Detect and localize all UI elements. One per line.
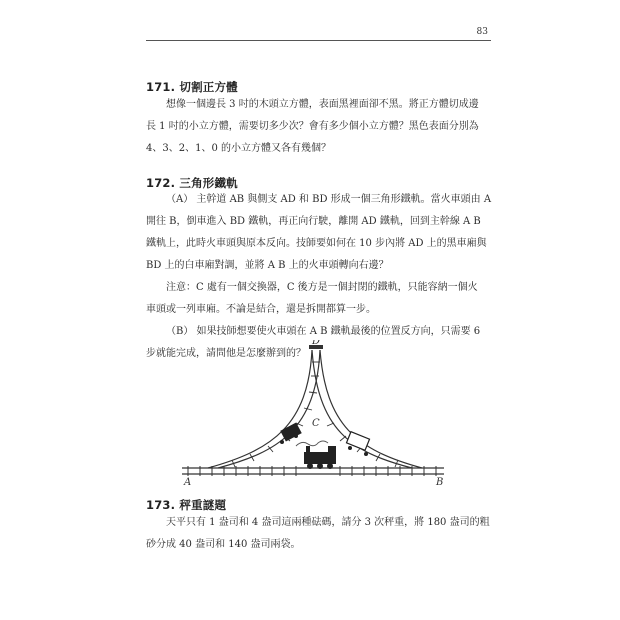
section-171-title: 171. 切割正方體 — [146, 80, 238, 94]
text-line: 開往 B，倒車進入 BD 鐵軌，再正向行駛，離開 AD 鐵軌，回到主幹線 A B — [146, 216, 481, 227]
text-line: （A） 主幹道 AB 與側支 AD 和 BD 形成一個三角形鐵軌。當火車頭由 A — [166, 194, 492, 205]
section-173-body — [146, 512, 491, 556]
page-number: 83 — [476, 27, 488, 37]
header-rule — [146, 40, 491, 41]
section-173-title: 173. 秤重謎題 — [146, 498, 227, 512]
label-b: B — [436, 477, 444, 488]
text-line: 步就能完成，請問他是怎麼辦到的？ — [146, 348, 306, 359]
branch-track-ad — [208, 350, 320, 468]
text-line: 砂分成 40 盎司和 140 盎司兩袋。 — [146, 539, 301, 550]
label-d: D — [312, 340, 321, 347]
text-line: 想像一個邊長 3 吋的木頭立方體，表面黑裡面卻不黑。將正方體切成邊 — [166, 99, 479, 110]
text-line: 天平只有 1 盎司和 4 盎司這兩種砝碼，請分 3 次秤重，將 180 盎司的粗 — [166, 517, 490, 528]
text-line: BD 上的白車廂對調，並將 A B 上的火車頭轉向右邊？ — [146, 260, 389, 271]
white-wagon — [346, 432, 369, 456]
locomotive — [296, 441, 336, 469]
section-171-body — [146, 94, 491, 160]
text-line: 注意：C 處有一個交換器，C 後方是一個封閉的鐵軌，只能容納一個火 — [166, 282, 478, 293]
label-c: C — [312, 418, 320, 429]
text-line: 長 1 吋的小立方體，需要切多少次？會有多少個小立方體？黑色表面分別為 — [146, 121, 479, 132]
railway-figure — [178, 340, 448, 490]
text-line: （B） 如果技師想要使火車頭在 A B 鐵軌最後的位置反方向，只需要 6 — [166, 326, 481, 337]
text-line: 車頭或一列車廂。不論是結合，還是拆開都算一步。 — [146, 304, 376, 315]
black-wagon — [280, 422, 302, 444]
text-line: 鐵軌上，此時火車頭與原本反向。技師要如何在 10 步內將 AD 上的黑車廂與 — [146, 238, 487, 249]
text-line: 4、3、2、1、0 的小立方體又各有幾個？ — [146, 143, 331, 154]
section-172-body — [146, 189, 491, 365]
label-a: A — [184, 477, 192, 488]
section-172-title: 172. 三角形鐵軌 — [146, 176, 238, 190]
